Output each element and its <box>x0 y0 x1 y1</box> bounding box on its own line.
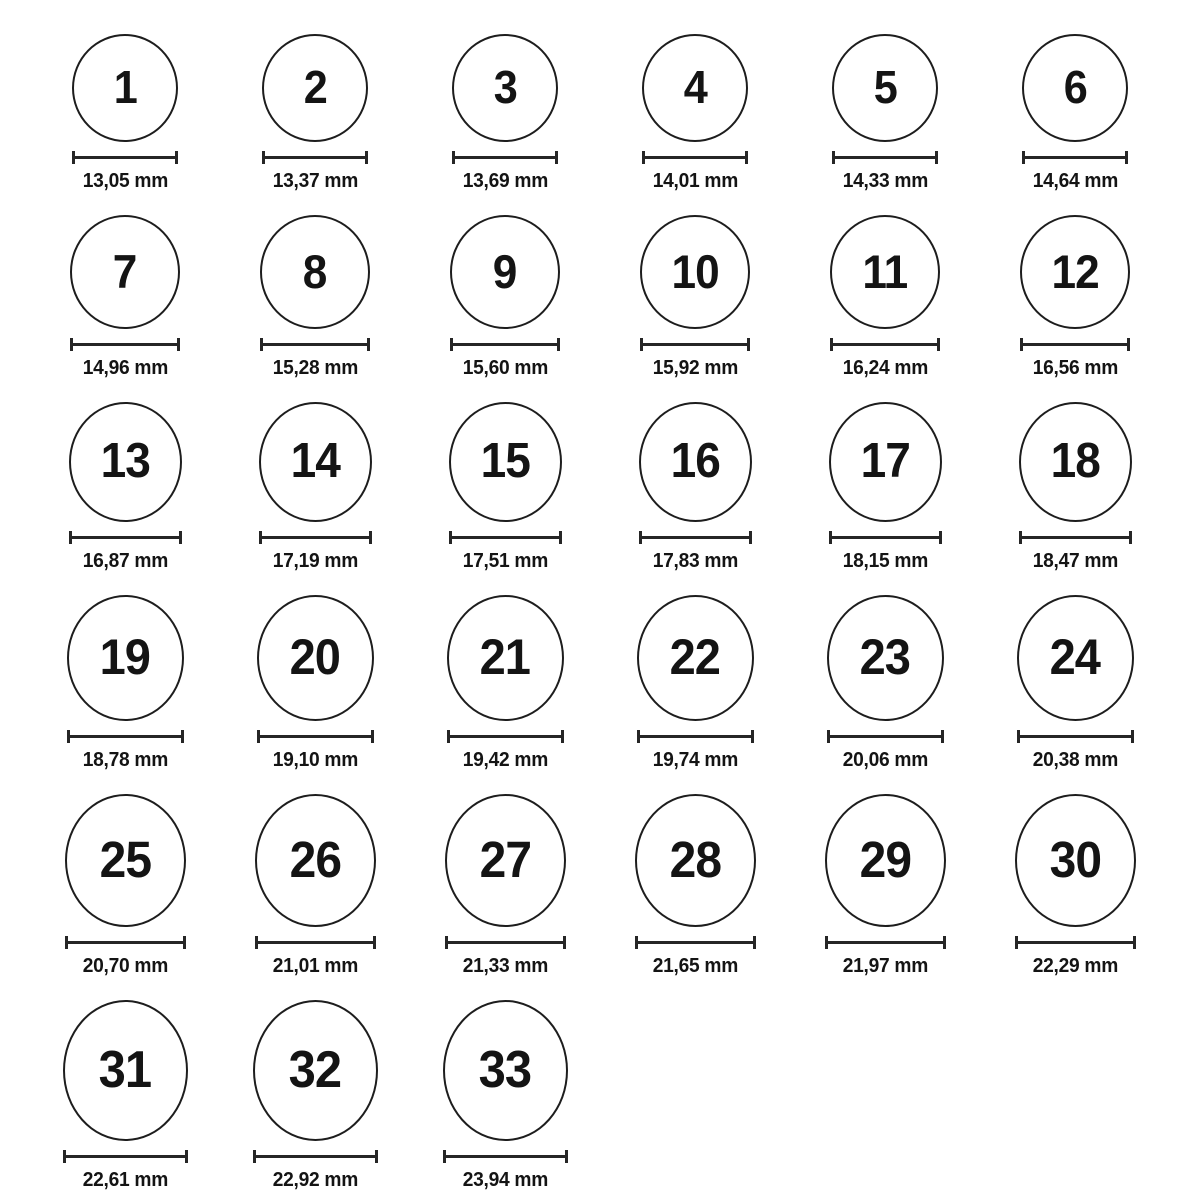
ring-size-circle <box>452 34 558 142</box>
ring-size-number: 25 <box>99 831 151 888</box>
ring-size-item <box>30 794 220 978</box>
ring-size-number: 16 <box>670 433 720 488</box>
diameter-label: 20,38 mm <box>1032 749 1118 771</box>
diameter-ruler-icon <box>449 531 562 544</box>
ring-size-circle <box>253 1000 378 1141</box>
diameter-label: 23,94 mm <box>462 1169 548 1191</box>
ring-size-circle <box>637 595 754 721</box>
diameter-ruler-icon <box>637 730 754 743</box>
diameter-label: 13,69 mm <box>462 170 548 192</box>
diameter-ruler-line <box>833 343 937 346</box>
ring-size-circle <box>65 794 186 927</box>
diameter-ruler-line <box>830 735 941 738</box>
ring-size-number: 13 <box>100 433 150 488</box>
diameter-ruler-line <box>452 536 559 539</box>
diameter-ruler-icon <box>825 936 946 949</box>
ring-size-item <box>600 34 790 193</box>
diameter-label: 15,28 mm <box>272 357 358 379</box>
ring-size-number: 29 <box>859 831 911 888</box>
ring-size-item <box>410 794 600 978</box>
diameter-label: 17,19 mm <box>272 550 358 572</box>
ring-size-circle <box>262 34 368 142</box>
diameter-label: 14,64 mm <box>1032 170 1118 192</box>
diameter-ruler-line <box>256 1155 375 1158</box>
ring-size-number: 11 <box>862 244 908 298</box>
ring-size-number: 7 <box>113 244 137 298</box>
diameter-ruler-line <box>455 156 555 159</box>
ring-size-item <box>410 595 600 772</box>
ring-size-number: 9 <box>493 244 517 298</box>
diameter-ruler-line <box>72 536 179 539</box>
ring-size-item <box>980 595 1170 772</box>
diameter-ruler-icon <box>640 338 750 351</box>
ring-size-number: 32 <box>288 1040 342 1099</box>
diameter-ruler-icon <box>72 151 178 164</box>
ring-size-circle <box>255 794 376 927</box>
diameter-label: 14,01 mm <box>652 170 738 192</box>
ring-size-item <box>410 215 600 380</box>
diameter-ruler-icon <box>452 151 558 164</box>
diameter-ruler-icon <box>255 936 376 949</box>
diameter-label: 20,06 mm <box>842 749 928 771</box>
ring-size-number: 4 <box>683 61 707 113</box>
diameter-ruler-icon <box>832 151 938 164</box>
diameter-label: 21,01 mm <box>272 955 358 977</box>
diameter-label: 13,05 mm <box>82 170 168 192</box>
diameter-ruler-icon <box>635 936 756 949</box>
ring-size-number: 20 <box>289 629 341 685</box>
diameter-ruler-icon <box>445 936 566 949</box>
diameter-ruler-line <box>645 156 745 159</box>
ring-size-item <box>790 34 980 193</box>
ring-size-item <box>790 595 980 772</box>
diameter-ruler-icon <box>1022 151 1128 164</box>
diameter-ruler-line <box>75 156 175 159</box>
ring-size-number: 18 <box>1050 433 1100 488</box>
ring-size-number: 6 <box>1063 61 1087 113</box>
diameter-ruler-icon <box>65 936 186 949</box>
ring-size-item <box>600 215 790 380</box>
diameter-label: 14,33 mm <box>842 170 928 192</box>
ring-size-item <box>220 34 410 193</box>
diameter-label: 15,60 mm <box>462 357 548 379</box>
diameter-ruler-line <box>835 156 935 159</box>
diameter-ruler-line <box>1022 536 1129 539</box>
diameter-label: 18,47 mm <box>1032 550 1118 572</box>
diameter-ruler-icon <box>259 531 372 544</box>
ring-size-item <box>980 402 1170 573</box>
diameter-ruler-line <box>258 941 373 944</box>
ring-size-item <box>790 215 980 380</box>
diameter-label: 17,83 mm <box>652 550 738 572</box>
ring-size-item <box>220 1000 410 1192</box>
ring-size-circle <box>445 794 566 927</box>
diameter-ruler-line <box>73 343 177 346</box>
diameter-ruler-line <box>1020 735 1131 738</box>
ring-size-item <box>30 595 220 772</box>
diameter-label: 21,65 mm <box>652 955 738 977</box>
diameter-ruler-line <box>638 941 753 944</box>
diameter-label: 19,42 mm <box>462 749 548 771</box>
ring-size-item <box>410 1000 600 1192</box>
ring-size-item <box>600 595 790 772</box>
diameter-ruler-line <box>66 1155 185 1158</box>
diameter-ruler-icon <box>1019 531 1132 544</box>
ring-size-circle <box>635 794 756 927</box>
diameter-ruler-icon <box>260 338 370 351</box>
ring-size-item <box>30 34 220 193</box>
ring-size-number: 30 <box>1049 831 1101 888</box>
diameter-ruler-icon <box>262 151 368 164</box>
diameter-label: 19,74 mm <box>652 749 738 771</box>
diameter-ruler-line <box>453 343 557 346</box>
ring-size-item <box>220 595 410 772</box>
ring-size-number: 2 <box>303 61 327 113</box>
ring-size-circle <box>257 595 374 721</box>
diameter-ruler-line <box>448 941 563 944</box>
diameter-label: 16,56 mm <box>1032 357 1118 379</box>
ring-size-item <box>980 215 1170 380</box>
diameter-ruler-icon <box>827 730 944 743</box>
ring-size-circle <box>1019 402 1132 522</box>
ring-size-number: 28 <box>669 831 721 888</box>
ring-size-item <box>220 215 410 380</box>
ring-size-circle <box>1022 34 1128 142</box>
ring-size-circle <box>450 215 560 329</box>
ring-size-circle <box>260 215 370 329</box>
ring-size-circle <box>449 402 562 522</box>
diameter-label: 14,96 mm <box>82 357 168 379</box>
ring-size-number: 24 <box>1049 629 1101 685</box>
diameter-label: 22,92 mm <box>272 1169 358 1191</box>
ring-size-number: 31 <box>98 1040 152 1099</box>
ring-size-circle <box>63 1000 188 1141</box>
diameter-ruler-icon <box>639 531 752 544</box>
diameter-ruler-line <box>265 156 365 159</box>
ring-size-number: 3 <box>493 61 517 113</box>
diameter-label: 20,70 mm <box>82 955 168 977</box>
diameter-label: 19,10 mm <box>272 749 358 771</box>
ring-size-circle <box>1017 595 1134 721</box>
ring-size-item <box>980 794 1170 978</box>
diameter-ruler-line <box>262 536 369 539</box>
ring-size-circle <box>447 595 564 721</box>
diameter-ruler-icon <box>67 730 184 743</box>
diameter-ruler-line <box>828 941 943 944</box>
ring-size-circle <box>443 1000 568 1141</box>
diameter-ruler-icon <box>253 1150 378 1163</box>
ring-size-circle <box>639 402 752 522</box>
diameter-ruler-line <box>1023 343 1127 346</box>
ring-size-circle <box>829 402 942 522</box>
diameter-ruler-line <box>263 343 367 346</box>
ring-size-item <box>790 794 980 978</box>
ring-size-item <box>220 794 410 978</box>
diameter-ruler-icon <box>450 338 560 351</box>
diameter-ruler-line <box>450 735 561 738</box>
diameter-label: 15,92 mm <box>652 357 738 379</box>
diameter-label: 16,24 mm <box>842 357 928 379</box>
ring-size-item <box>220 402 410 573</box>
ring-size-circle <box>825 794 946 927</box>
diameter-ruler-icon <box>70 338 180 351</box>
ring-size-item <box>410 34 600 193</box>
diameter-ruler-line <box>832 536 939 539</box>
diameter-ruler-line <box>640 735 751 738</box>
ring-size-item <box>600 402 790 573</box>
ring-size-number: 19 <box>99 629 151 685</box>
ring-size-circle <box>72 34 178 142</box>
ring-size-circle <box>69 402 182 522</box>
ring-size-circle <box>827 595 944 721</box>
diameter-ruler-icon <box>1017 730 1134 743</box>
diameter-ruler-line <box>642 536 749 539</box>
diameter-label: 21,33 mm <box>462 955 548 977</box>
ring-size-number: 27 <box>479 831 531 888</box>
diameter-ruler-icon <box>830 338 940 351</box>
ring-size-circle <box>830 215 940 329</box>
ring-size-number: 17 <box>860 433 910 488</box>
diameter-ruler-icon <box>642 151 748 164</box>
ring-size-circle <box>259 402 372 522</box>
diameter-ruler-line <box>68 941 183 944</box>
diameter-label: 22,29 mm <box>1032 955 1118 977</box>
ring-size-number: 8 <box>303 244 327 298</box>
diameter-ruler-line <box>1025 156 1125 159</box>
ring-size-number: 14 <box>290 433 340 488</box>
ring-size-number: 12 <box>1051 244 1099 298</box>
ring-size-circle <box>642 34 748 142</box>
diameter-ruler-line <box>70 735 181 738</box>
ring-size-grid <box>30 34 1170 1192</box>
ring-size-item <box>790 402 980 573</box>
ring-size-circle <box>70 215 180 329</box>
diameter-ruler-line <box>1018 941 1133 944</box>
diameter-ruler-icon <box>443 1150 568 1163</box>
diameter-label: 18,78 mm <box>82 749 168 771</box>
ring-size-item <box>30 1000 220 1192</box>
diameter-label: 13,37 mm <box>272 170 358 192</box>
ring-size-number: 1 <box>113 61 137 113</box>
diameter-ruler-line <box>260 735 371 738</box>
ring-size-number: 15 <box>480 433 530 488</box>
ring-size-circle <box>1020 215 1130 329</box>
ring-size-item <box>600 794 790 978</box>
ring-size-item <box>30 215 220 380</box>
ring-size-number: 21 <box>479 629 531 685</box>
ring-size-number: 22 <box>669 629 721 685</box>
ring-size-circle <box>640 215 750 329</box>
diameter-label: 18,15 mm <box>842 550 928 572</box>
diameter-ruler-icon <box>257 730 374 743</box>
ring-size-number: 33 <box>478 1040 532 1099</box>
diameter-ruler-line <box>643 343 747 346</box>
diameter-label: 22,61 mm <box>82 1169 168 1191</box>
diameter-ruler-icon <box>829 531 942 544</box>
ring-size-number: 26 <box>289 831 341 888</box>
ring-size-number: 23 <box>859 629 911 685</box>
ring-size-item <box>980 34 1170 193</box>
diameter-label: 17,51 mm <box>462 550 548 572</box>
diameter-ruler-icon <box>1015 936 1136 949</box>
ring-size-circle <box>1015 794 1136 927</box>
ring-size-circle <box>67 595 184 721</box>
diameter-ruler-icon <box>1020 338 1130 351</box>
ring-size-item <box>410 402 600 573</box>
ring-size-number: 10 <box>671 244 719 298</box>
ring-size-item <box>30 402 220 573</box>
diameter-ruler-icon <box>447 730 564 743</box>
ring-size-number: 5 <box>873 61 897 113</box>
diameter-label: 21,97 mm <box>842 955 928 977</box>
diameter-label: 16,87 mm <box>82 550 168 572</box>
diameter-ruler-icon <box>69 531 182 544</box>
diameter-ruler-line <box>446 1155 565 1158</box>
diameter-ruler-icon <box>63 1150 188 1163</box>
ring-size-circle <box>832 34 938 142</box>
